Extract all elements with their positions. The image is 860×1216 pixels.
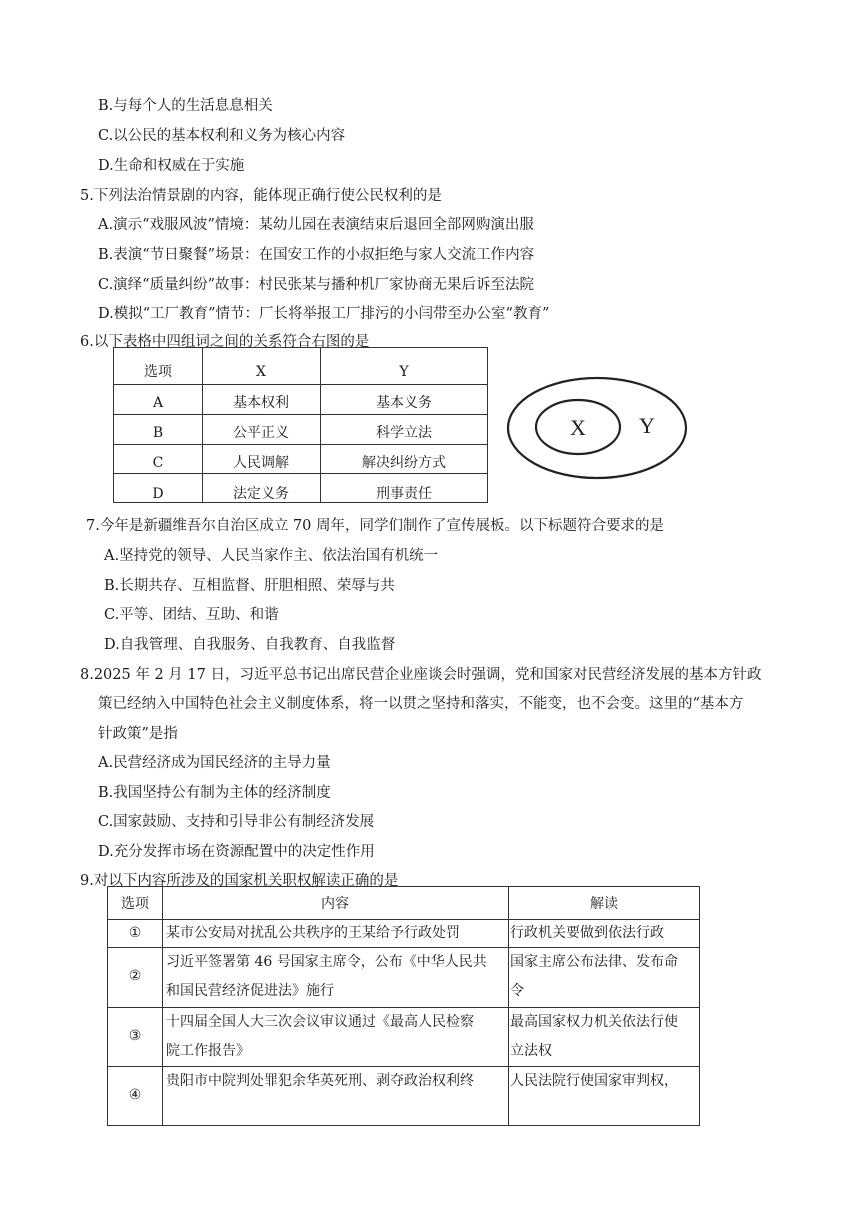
q5-stem: 5.下列法治情景剧的内容，能体现正确行使公民权利的是 xyxy=(80,188,442,204)
q9-row-2-content-line-2: 和国民营经济促进法》施行 xyxy=(166,983,334,999)
q9-row-2-option: ② xyxy=(128,968,142,984)
q6-row-d-option: D xyxy=(152,486,164,502)
q6-row-c-y: 解决纠纷方式 xyxy=(362,455,446,471)
q6-venn-diagram xyxy=(505,375,691,481)
q8-option-c: C.国家鼓励、支持和引导非公有制经济发展 xyxy=(98,814,375,830)
q9-row-3-content-line-2: 院工作报告》 xyxy=(166,1043,250,1059)
q5-option-c: C.演绎“质量纠纷”故事：村民张某与播种机厂家协商无果后诉至法院 xyxy=(98,277,535,293)
q8-option-b: B.我国坚持公有制为主体的经济制度 xyxy=(98,785,331,801)
q9-row-3-content-line-1: 十四届全国人大三次会议审议通过《最高人民检察 xyxy=(166,1014,474,1030)
q7-option-c: C.平等、团结、互助、和谐 xyxy=(104,607,279,623)
q9-stem: 9.对以下内容所涉及的国家机关职权解读正确的是 xyxy=(80,873,399,889)
q9-row-4-reading: 人民法院行使国家审判权， xyxy=(510,1073,678,1089)
q9-row-2-content-line-1: 习近平签署第 46 号国家主席令，公布《中华人民共 xyxy=(166,954,487,970)
q8-option-d: D.充分发挥市场在资源配置中的决定性作用 xyxy=(98,844,375,860)
q6-row-c-x: 人民调解 xyxy=(233,455,289,471)
q6-header-x: X xyxy=(256,364,266,380)
q9-row-1-option: ① xyxy=(128,925,142,941)
q9-row-2-reading-line-1: 国家主席公布法律、发布命 xyxy=(510,954,678,970)
q9-header-content: 内容 xyxy=(321,896,349,912)
q9-row-1-reading: 行政机关要做到依法行政 xyxy=(510,925,664,941)
q9-table xyxy=(107,886,700,1126)
q5-option-b: B.表演“节日聚餐”场景：在国安工作的小叔拒绝与家人交流工作内容 xyxy=(98,247,535,263)
q9-row-3-option: ③ xyxy=(128,1028,142,1044)
q6-row-a-y: 基本义务 xyxy=(376,395,432,411)
q6-table xyxy=(113,347,488,503)
q8-option-a: A.民营经济成为国民经济的主导力量 xyxy=(98,755,331,771)
q8-stem-line-1: 8.2025 年 2 月 17 日，习近平总书记出席民营企业座谈会时强调，党和国家对民营经济发展的基本方针政 xyxy=(80,667,762,683)
q6-header-option: 选项 xyxy=(144,364,172,380)
q6-row-b-y: 科学立法 xyxy=(376,425,432,441)
q9-header-option: 选项 xyxy=(121,896,149,912)
q9-header-reading: 解读 xyxy=(590,896,618,912)
q7-stem: 7.今年是新疆维吾尔自治区成立 70 周年，同学们制作了宣传展板。以下标题符合要求的是 xyxy=(86,518,664,534)
q9-row-1-content: 某市公安局对扰乱公共秩序的王某给予行政处罚 xyxy=(166,925,460,941)
venn-label-y: Y xyxy=(639,413,655,438)
q6-row-d-x: 法定义务 xyxy=(233,486,289,502)
q6-row-c-option: C xyxy=(152,455,164,471)
q9-row-3-reading-line-1: 最高国家权力机关依法行使 xyxy=(510,1014,678,1030)
q9-row-4-option: ④ xyxy=(128,1087,142,1103)
q8-stem-line-2: 策已经纳入中国特色社会主义制度体系，将一以贯之坚持和落实，不能变，也不会变。这里的“基本方 xyxy=(98,696,744,712)
q9-row-2-reading-line-2: 令 xyxy=(510,983,524,999)
q6-row-a-x: 基本权利 xyxy=(233,395,289,411)
q9-row-4-content: 贵阳市中院判处罪犯余华英死刑、剥夺政治权利终 xyxy=(166,1073,474,1089)
q4-option-d: D.生命和权威在于实施 xyxy=(98,158,245,174)
q4-option-b: B.与每个人的生活息息相关 xyxy=(98,98,273,114)
q8-stem-line-3: 针政策”是指 xyxy=(98,726,178,742)
q7-option-a: A.坚持党的领导、人民当家作主、依法治国有机统一 xyxy=(104,548,439,564)
outer-ellipse-y xyxy=(508,378,686,478)
q5-option-a: A.演示“戏服风波”情境：某幼儿园在表演结束后退回全部网购演出服 xyxy=(98,217,534,233)
venn-label-x: X xyxy=(570,415,586,440)
q6-row-d-y: 刑事责任 xyxy=(376,486,432,502)
q5-option-d: D.模拟“工厂教育”情节：厂长将举报工厂排污的小闫带至办公室“教育” xyxy=(98,306,550,322)
q7-option-d: D.自我管理、自我服务、自我教育、自我监督 xyxy=(104,637,396,653)
q7-option-b: B.长期共存、互相监督、肝胆相照、荣辱与共 xyxy=(104,578,395,594)
q6-row-b-x: 公平正义 xyxy=(233,425,289,441)
q6-stem: 6.以下表格中四组词之间的关系符合右图的是 xyxy=(80,334,370,350)
q4-option-c: C.以公民的基本权利和义务为核心内容 xyxy=(98,128,346,144)
q6-row-a-option: A xyxy=(152,395,164,411)
q6-row-b-option: B xyxy=(152,425,164,441)
q9-row-3-reading-line-2: 立法权 xyxy=(510,1043,552,1059)
q6-header-y: Y xyxy=(399,364,409,380)
